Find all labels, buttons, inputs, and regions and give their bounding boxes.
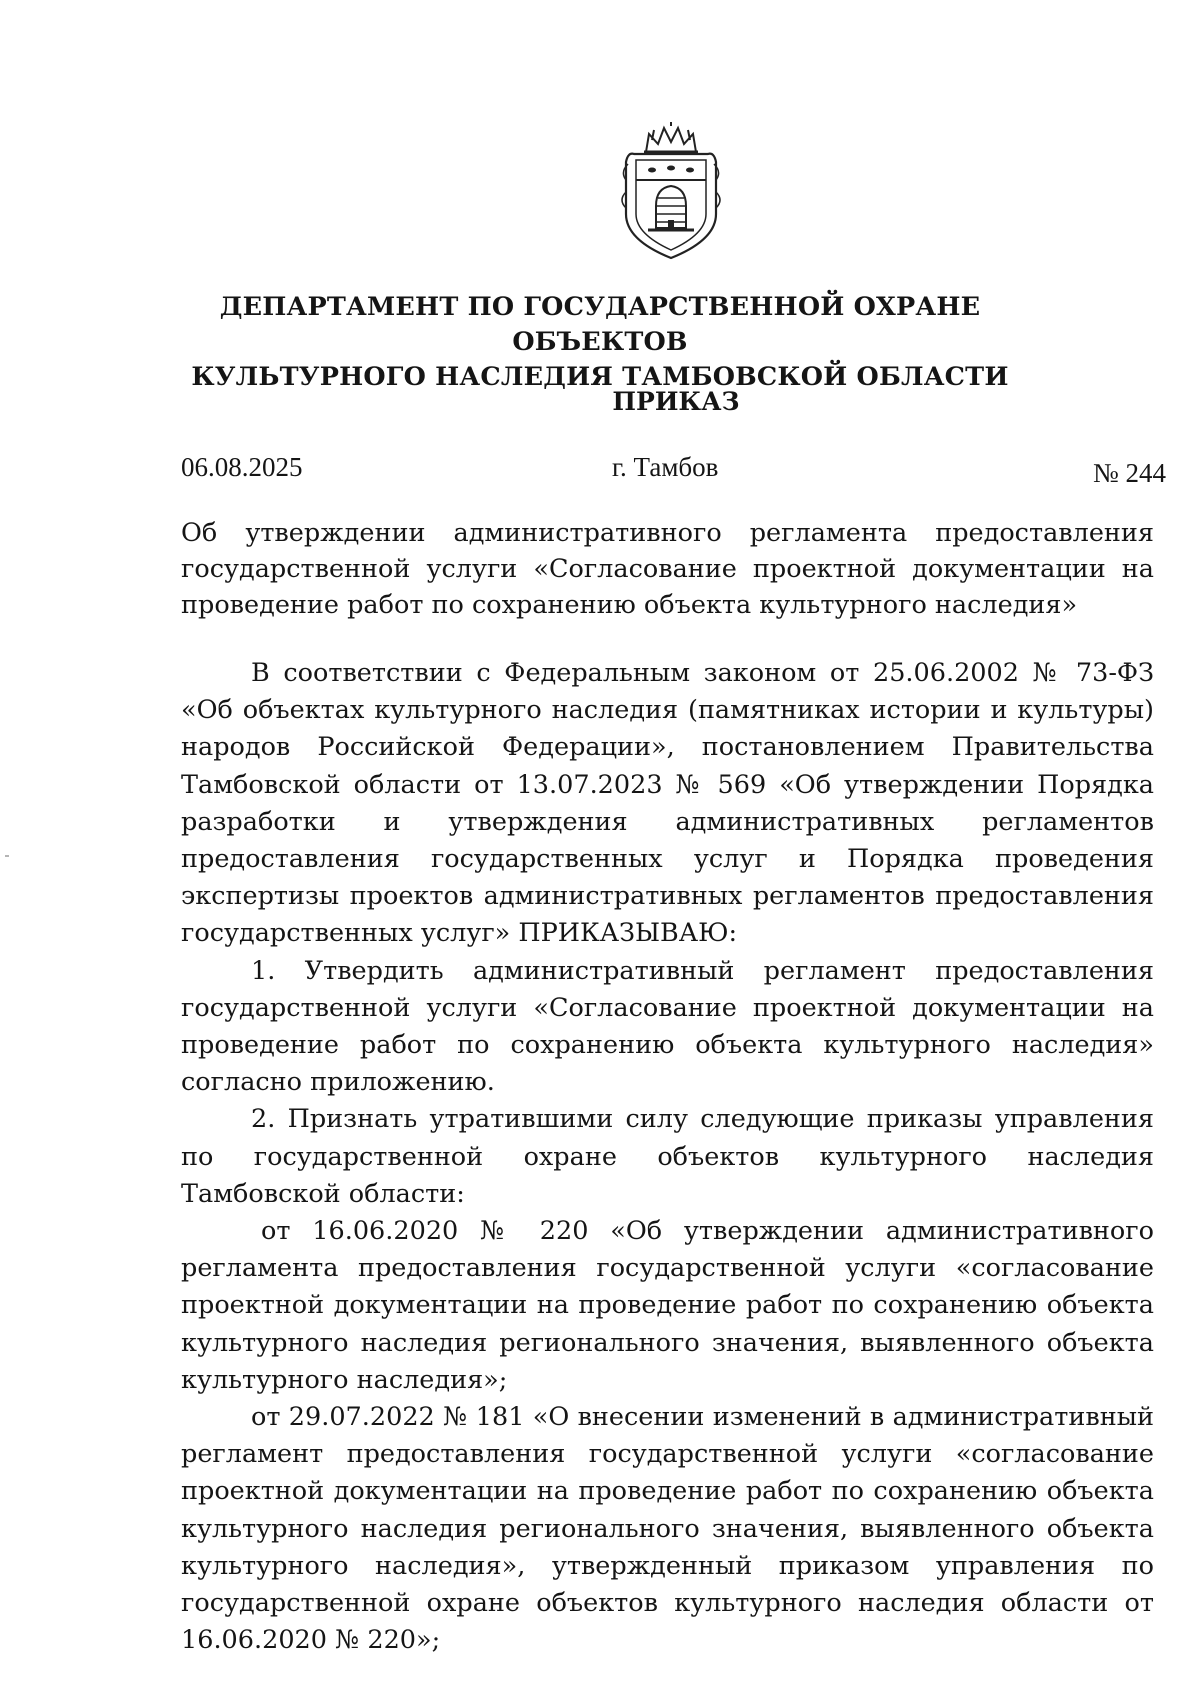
department-title-line-2: КУЛЬТУРНОГО НАСЛЕДИЯ ТАМБОВСКОЙ ОБЛАСТИ (191, 362, 1009, 392)
order-city: г. Тамбов (612, 452, 719, 482)
repealed-order-1: от 16.06.2020 № 220 «Об утверждении административного регламента предоставления государственной услуги «согласование проектной документации на проведение работ по сохранению объекта культурного наследия регионального значения, выявленного объекта культурного наследия»; (181, 1216, 1154, 1395)
department-title (150, 290, 1050, 395)
order-item-2: 2. Признать утратившими силу следующие приказы управления по государственной охране объектов культурного наследия Тамбовской области: (181, 1104, 1154, 1209)
order-items (181, 953, 1154, 1213)
repealed-order-2: от 29.07.2022 № 181 «О внесении изменений в административный регламент предоставления государственной услуги «согласование проектной документации на проведение работ по сохранению объекта культурного наследия регионального значения, выявленного объекта культурного наследия», утвержденный приказом управления по государственной охране объектов культурного наследия области от 16.06.2020 № 220»; (181, 1402, 1154, 1656)
document-type: ПРИКАЗ (612, 387, 740, 416)
preamble-paragraph: В соответствии с Федеральным законом от 25.06.2002 № 73-ФЗ «Об объектах культурного наследия (памятниках истории и культуры) народов Российской Федерации», постановлением Правительства Тамбовской области от 13.07.2023 № 569 «Об утверждении Порядка разработки и утверждения административных регламентов предоставления государственных услуг и Порядка проведения экспертизы проектов административных регламентов предоставления государственных услуг» ПРИКАЗЫВАЮ: (181, 658, 1154, 949)
order-body (181, 655, 1154, 1659)
order-item-1: 1. Утвердить административный регламент предоставления государственной услуги «Согласование проектной документации на проведение работ по сохранению объекта культурного наследия» согласно приложению. (181, 955, 1154, 1098)
order-subject (181, 515, 1154, 623)
order-subject-text: Об утверждении административного регламента предоставления государственной услуги «Согласование проектной документации на проведение работ по сохранению объекта культурного наследия» (181, 518, 1154, 620)
scan-artifact (5, 855, 9, 857)
tambov-coat-of-arms-icon (616, 122, 726, 264)
department-title-line-1: ДЕПАРТАМЕНТ ПО ГОСУДАРСТВЕННОЙ ОХРАНЕ ОБЪЕКТОВ (219, 292, 981, 357)
order-number: № 244 (1092, 458, 1166, 488)
order-date: 06.08.2025 (181, 452, 303, 482)
